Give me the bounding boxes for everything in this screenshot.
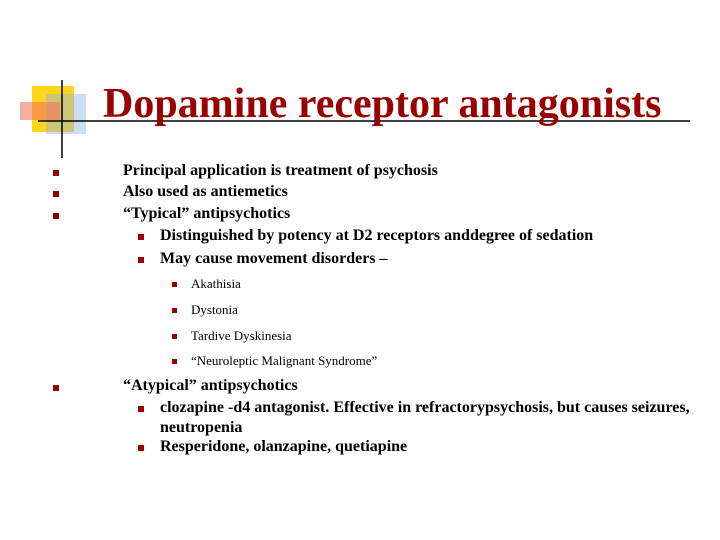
bullet-3-2 [160, 249, 388, 269]
bullet-text: “Typical” antipsychotics [123, 205, 291, 222]
bullet-marker [172, 334, 177, 339]
bullet-marker [138, 257, 144, 263]
bullet-3-2-4 [191, 352, 377, 370]
bullet-4 [123, 376, 298, 396]
bullet-text: Principal application is treatment of psychosis [123, 162, 438, 179]
bullet-3-2-1 [191, 275, 241, 293]
bullet-marker [53, 170, 59, 176]
bullet-3-2-2 [191, 301, 238, 319]
bullet-marker [172, 308, 177, 313]
bullet-text: “Neuroleptic Malignant Syndrome” [191, 353, 378, 368]
bullet-text: clozapine -d4 antagonist. Effective in refractorypsychosis, but causes seizures, neutropenia [160, 399, 690, 436]
bullet-marker [53, 191, 59, 197]
bullet-1 [123, 161, 438, 181]
bullet-text: May cause movement disorders – [160, 250, 388, 267]
bullet-marker [53, 213, 59, 219]
bullet-marker [172, 282, 177, 287]
bullet-marker [53, 385, 59, 391]
bullet-3-2-3 [191, 327, 292, 345]
bullet-text: Tardive Dyskinesia [191, 328, 292, 343]
bullet-4-1 [160, 398, 690, 438]
bullet-text: “Atypical” antipsychotics [123, 377, 298, 394]
bullet-marker [172, 359, 177, 364]
bullet-marker [138, 406, 144, 412]
deco-red-square [20, 102, 60, 120]
bullet-text: Resperidone, olanzapine, quetiapine [160, 438, 408, 455]
bullet-text: Dystonia [191, 302, 238, 317]
bullet-3 [123, 204, 290, 224]
bullet-text: Also used as antiemetics [123, 183, 288, 200]
slide-title: Dopamine receptor antagonists [103, 81, 662, 127]
bullet-marker [138, 234, 144, 240]
bullet-marker [138, 445, 144, 451]
bullet-text: Akathisia [191, 276, 241, 291]
bullet-4-2 [160, 437, 407, 457]
bullet-3-1 [160, 226, 593, 246]
bullet-2 [123, 182, 288, 202]
bullet-text: Distinguished by potency at D2 receptors anddegree of sedation [160, 227, 594, 244]
